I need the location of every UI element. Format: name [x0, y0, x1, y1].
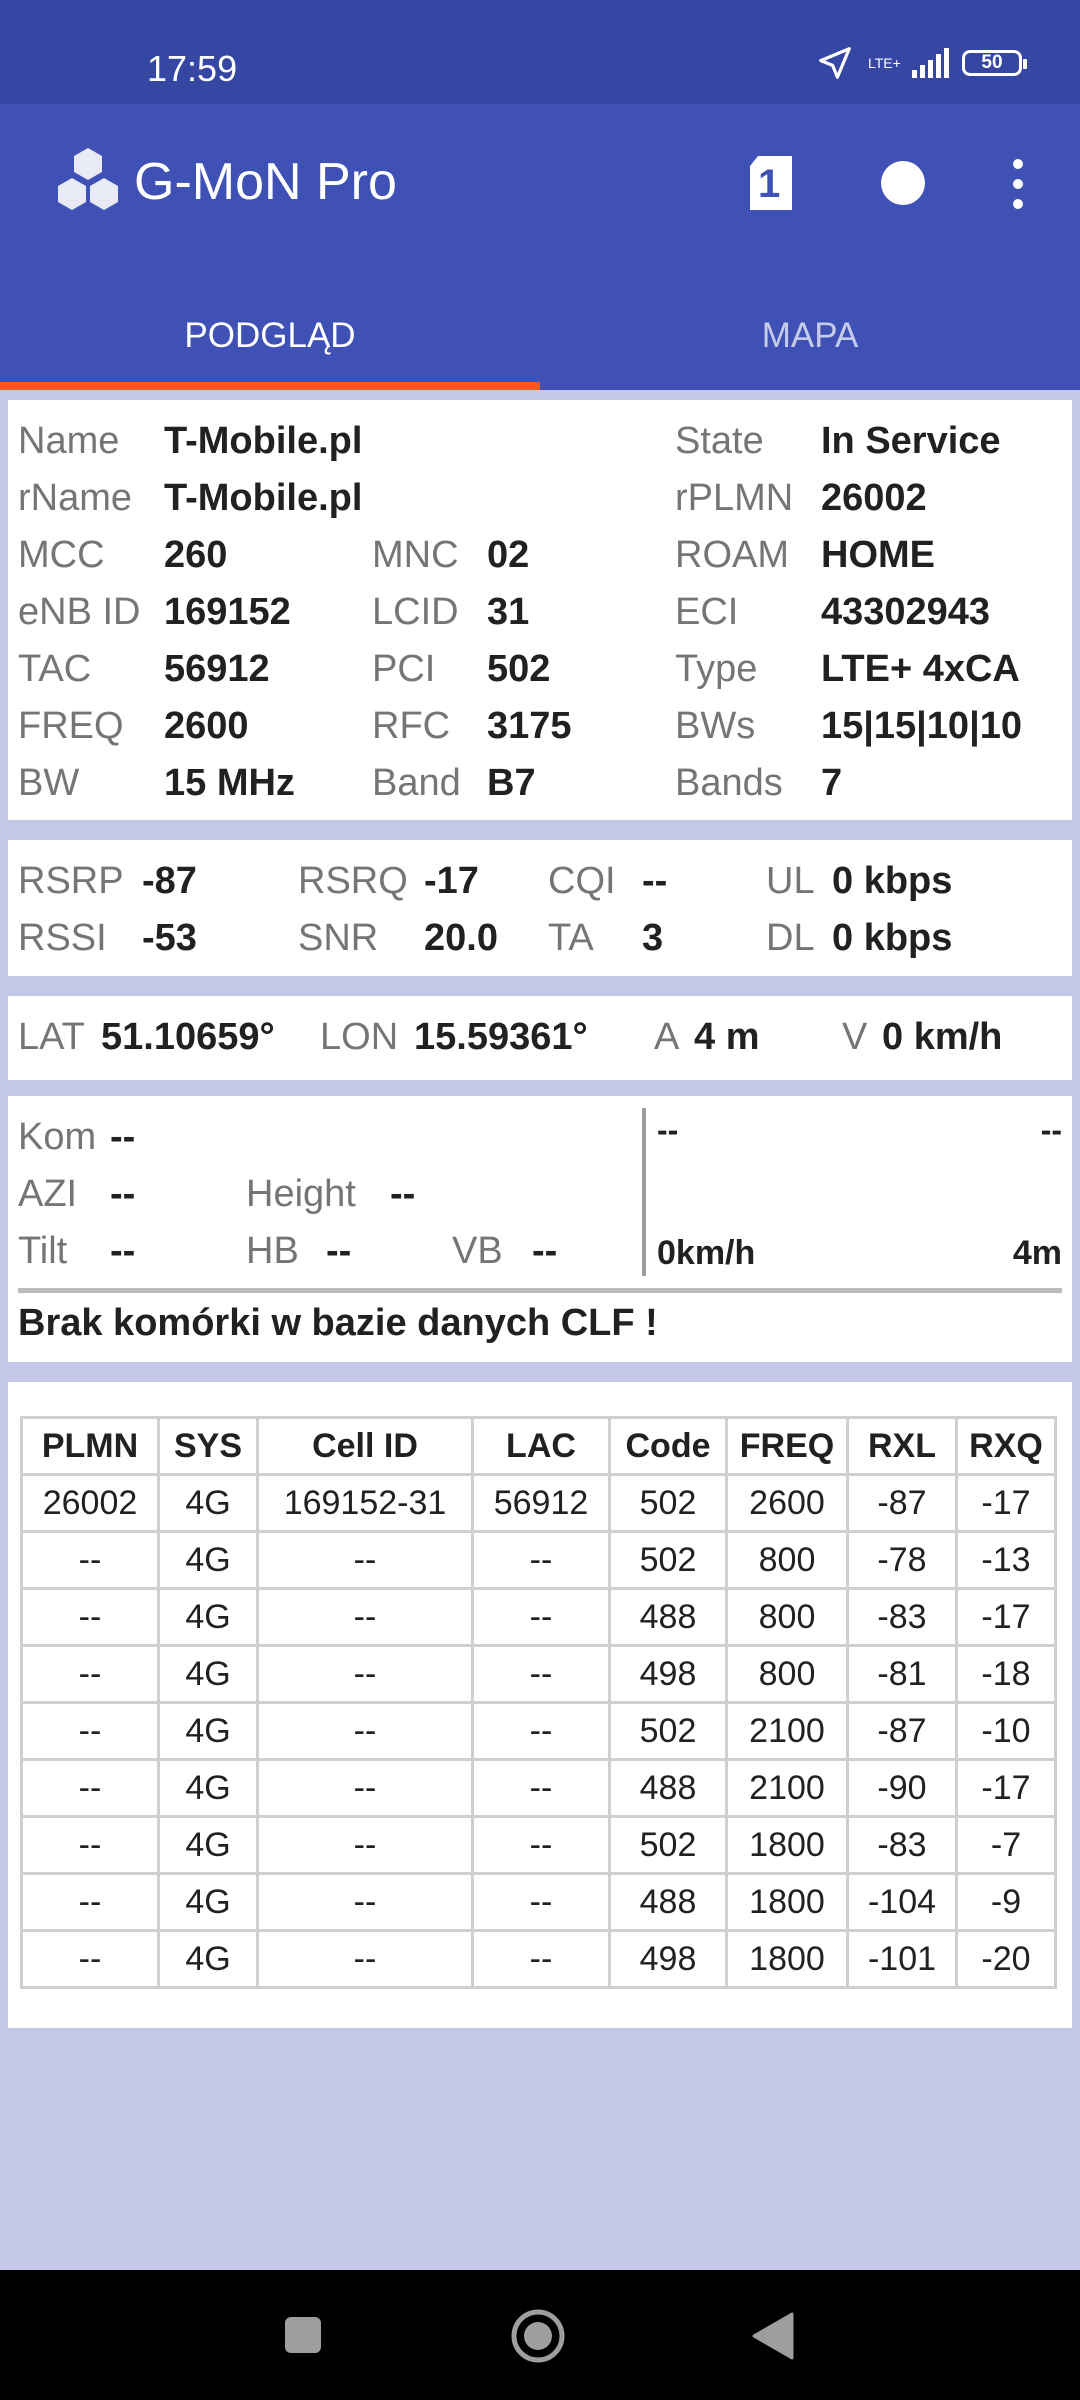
- table-cell: 498: [610, 1931, 727, 1988]
- mcc-label: MCC: [18, 534, 105, 576]
- table-cell: 488: [610, 1589, 727, 1646]
- table-cell: 502: [610, 1817, 727, 1874]
- table-cell: 4G: [159, 1532, 258, 1589]
- table-row: [22, 1703, 1056, 1760]
- table-cell: -83: [848, 1589, 957, 1646]
- type-label: Type: [675, 648, 758, 690]
- bw-value: 15 MHz: [164, 762, 295, 804]
- table-cell: --: [258, 1589, 473, 1646]
- pci-value: 502: [487, 648, 551, 690]
- table-cell: -83: [848, 1817, 957, 1874]
- rssi-value: -53: [142, 917, 197, 959]
- eci-label: ECI: [675, 591, 739, 633]
- table-cell: --: [22, 1760, 159, 1817]
- rfc-label: RFC: [372, 705, 451, 747]
- table-cell: 800: [727, 1589, 848, 1646]
- tab-podglad-label: PODGLĄD: [184, 316, 356, 355]
- roam-label: ROAM: [675, 534, 789, 576]
- freq-label: FREQ: [18, 705, 124, 747]
- lat-value: 51.10659°: [101, 1016, 275, 1058]
- table-cell: -78: [848, 1532, 957, 1589]
- col-code: Code: [610, 1418, 727, 1475]
- table-cell: -101: [848, 1931, 957, 1988]
- rfc-value: 3175: [487, 705, 572, 747]
- table-cell: -17: [957, 1760, 1056, 1817]
- table-cell: --: [22, 1931, 159, 1988]
- table-cell: -9: [957, 1874, 1056, 1931]
- table-cell: --: [258, 1817, 473, 1874]
- roam-value: HOME: [821, 534, 935, 576]
- col-plmn: PLMN: [22, 1418, 159, 1475]
- tac-value: 56912: [164, 648, 270, 690]
- table-cell: --: [473, 1931, 610, 1988]
- type-value: LTE+ 4xCA: [821, 648, 1020, 690]
- table-row: [22, 1817, 1056, 1874]
- table-cell: 488: [610, 1760, 727, 1817]
- table-cell: --: [473, 1589, 610, 1646]
- tac-label: TAC: [18, 648, 92, 690]
- table-cell: 2100: [727, 1703, 848, 1760]
- table-cell: --: [258, 1532, 473, 1589]
- table-cell: -20: [957, 1931, 1056, 1988]
- table-cell: 4G: [159, 1874, 258, 1931]
- compass-top-left: --: [657, 1112, 679, 1148]
- table-cell: 488: [610, 1874, 727, 1931]
- kom-label: Kom: [18, 1116, 97, 1158]
- signal-icon: [912, 48, 952, 78]
- table-cell: --: [473, 1646, 610, 1703]
- table-row: [22, 1874, 1056, 1931]
- cell-info-card: [8, 400, 1072, 820]
- table-cell: -17: [957, 1475, 1056, 1532]
- name-value: T-Mobile.pl: [164, 420, 363, 462]
- table-cell: --: [258, 1760, 473, 1817]
- ul-label: UL: [766, 860, 815, 902]
- dl-value: 0 kbps: [832, 917, 953, 959]
- location-card: [8, 996, 1072, 1080]
- speed-value: 0km/h: [657, 1234, 756, 1272]
- table-cell: -81: [848, 1646, 957, 1703]
- table-cell: -87: [848, 1475, 957, 1532]
- table-cell: --: [258, 1646, 473, 1703]
- table-cell: 800: [727, 1646, 848, 1703]
- neighbors-card: [8, 1382, 1072, 2028]
- band-value: B7: [487, 762, 536, 804]
- clf-message: Brak komórki w bazie danych CLF !: [18, 1302, 658, 1344]
- table-cell: --: [22, 1532, 159, 1589]
- app-title: G-MoN Pro: [134, 153, 397, 211]
- table-cell: 4G: [159, 1475, 258, 1532]
- sim-selector-button[interactable]: [746, 154, 796, 214]
- record-dot-icon: [880, 160, 926, 206]
- enb-value: 169152: [164, 591, 291, 633]
- table-cell: --: [22, 1817, 159, 1874]
- table-cell: 4G: [159, 1760, 258, 1817]
- neighbors-table-body: [22, 1475, 1056, 1988]
- tab-indicator: [0, 382, 540, 390]
- table-cell: 2100: [727, 1760, 848, 1817]
- table-row: [22, 1931, 1056, 1988]
- table-cell: --: [22, 1646, 159, 1703]
- app-logo-icon: [52, 146, 124, 214]
- table-cell: -104: [848, 1874, 957, 1931]
- table-row: [22, 1532, 1056, 1589]
- ta-label: TA: [548, 917, 594, 959]
- table-cell: --: [473, 1532, 610, 1589]
- col-cell-id: Cell ID: [258, 1418, 473, 1475]
- tab-podglad[interactable]: [0, 282, 540, 390]
- table-cell: --: [473, 1874, 610, 1931]
- mnc-value: 02: [487, 534, 530, 576]
- table-cell: -90: [848, 1760, 957, 1817]
- table-cell: --: [258, 1931, 473, 1988]
- table-cell: 502: [610, 1532, 727, 1589]
- table-cell: 4G: [159, 1817, 258, 1874]
- lon-label: LON: [320, 1016, 399, 1058]
- hb-value: --: [326, 1230, 352, 1272]
- rsrq-label: RSRQ: [298, 860, 408, 902]
- velocity-label: V: [842, 1016, 868, 1058]
- status-time: 17:59: [147, 48, 238, 89]
- name-label: Name: [18, 420, 120, 462]
- table-cell: 502: [610, 1703, 727, 1760]
- pci-label: PCI: [372, 648, 436, 690]
- site-divider-vertical: [642, 1108, 646, 1276]
- ul-value: 0 kbps: [832, 860, 953, 902]
- col-sys: SYS: [159, 1418, 258, 1475]
- height-value: --: [390, 1173, 416, 1215]
- table-cell: --: [258, 1874, 473, 1931]
- lcid-value: 31: [487, 591, 530, 633]
- table-row: [22, 1589, 1056, 1646]
- location-arrow-icon: [816, 44, 854, 82]
- table-cell: -7: [957, 1817, 1056, 1874]
- system-nav-bar: [0, 2270, 1080, 2400]
- col-rxq: RXQ: [957, 1418, 1056, 1475]
- table-cell: 502: [610, 1475, 727, 1532]
- sim-number: 1: [758, 162, 781, 206]
- col-rxl: RXL: [848, 1418, 957, 1475]
- table-cell: 2600: [727, 1475, 848, 1532]
- band-label: Band: [372, 762, 461, 804]
- velocity-value: 0 km/h: [882, 1016, 1003, 1058]
- table-cell: 4G: [159, 1931, 258, 1988]
- table-cell: --: [473, 1817, 610, 1874]
- table-cell: 498: [610, 1646, 727, 1703]
- lon-value: 15.59361°: [414, 1016, 588, 1058]
- table-cell: 169152-31: [258, 1475, 473, 1532]
- battery-level: 50: [981, 52, 1003, 73]
- app-bar: [0, 104, 1080, 390]
- eci-value: 43302943: [821, 591, 991, 633]
- table-cell: --: [22, 1589, 159, 1646]
- table-cell: -13: [957, 1532, 1056, 1589]
- table-cell: 800: [727, 1532, 848, 1589]
- state-value: In Service: [821, 420, 1001, 462]
- vb-label: VB: [452, 1230, 503, 1272]
- cqi-value: --: [642, 860, 668, 902]
- status-bar: [0, 0, 1080, 104]
- table-row: [22, 1646, 1056, 1703]
- rname-label: rName: [18, 477, 133, 519]
- network-type: LTE+: [868, 55, 901, 71]
- table-cell: --: [22, 1703, 159, 1760]
- enb-label: eNB ID: [18, 591, 141, 633]
- distance-value: 4m: [1012, 1234, 1062, 1272]
- rssi-label: RSSI: [18, 917, 107, 959]
- cqi-label: CQI: [548, 860, 616, 902]
- home-circle-icon: [510, 2308, 566, 2364]
- vb-value: --: [532, 1230, 558, 1272]
- table-cell: -10: [957, 1703, 1056, 1760]
- lat-label: LAT: [18, 1016, 85, 1058]
- table-row: [22, 1475, 1056, 1532]
- tab-bar: [0, 282, 1080, 390]
- recents-button[interactable]: [283, 2315, 323, 2355]
- table-cell: 4G: [159, 1703, 258, 1760]
- table-cell: -87: [848, 1703, 957, 1760]
- bw-label: BW: [18, 762, 80, 804]
- bands-label: Bands: [675, 762, 783, 804]
- table-cell: 4G: [159, 1589, 258, 1646]
- table-cell: -18: [957, 1646, 1056, 1703]
- table-cell: 1800: [727, 1874, 848, 1931]
- overflow-menu-button[interactable]: [1006, 156, 1030, 212]
- rname-value: T-Mobile.pl: [164, 477, 363, 519]
- signal-card: [8, 840, 1072, 976]
- state-label: State: [675, 420, 764, 462]
- azi-value: --: [110, 1173, 136, 1215]
- rplmn-value: 26002: [821, 477, 927, 519]
- azi-label: AZI: [18, 1173, 78, 1215]
- col-lac: LAC: [473, 1418, 610, 1475]
- mnc-label: MNC: [372, 534, 459, 576]
- tab-mapa-label: MAPA: [761, 316, 859, 355]
- table-cell: --: [473, 1703, 610, 1760]
- accuracy-value: 4 m: [694, 1016, 760, 1058]
- ta-value: 3: [642, 917, 664, 959]
- height-label: Height: [246, 1173, 356, 1215]
- tilt-label: Tilt: [18, 1230, 68, 1272]
- freq-value: 2600: [164, 705, 249, 747]
- battery-icon: [962, 50, 1022, 76]
- table-cell: 1800: [727, 1817, 848, 1874]
- record-button[interactable]: [880, 160, 926, 206]
- recents-square-icon: [283, 2315, 323, 2355]
- bws-value: 15|15|10|10: [821, 705, 1022, 747]
- table-cell: 4G: [159, 1646, 258, 1703]
- table-cell: --: [473, 1760, 610, 1817]
- table-cell: 26002: [22, 1475, 159, 1532]
- neighbors-table: [20, 1416, 1057, 1989]
- compass-top-right: --: [1040, 1112, 1062, 1148]
- tab-mapa[interactable]: [540, 282, 1080, 390]
- rplmn-label: rPLMN: [675, 477, 794, 519]
- back-triangle-icon: [752, 2312, 796, 2360]
- lcid-label: LCID: [372, 591, 459, 633]
- kom-value: --: [110, 1116, 136, 1158]
- mcc-value: 260: [164, 534, 228, 576]
- home-button[interactable]: [510, 2308, 566, 2364]
- table-header-row: [22, 1418, 1056, 1475]
- dl-label: DL: [766, 917, 815, 959]
- rsrp-label: RSRP: [18, 860, 124, 902]
- table-cell: 1800: [727, 1931, 848, 1988]
- status-icons: [816, 44, 1022, 82]
- table-cell: 56912: [473, 1475, 610, 1532]
- rsrp-value: -87: [142, 860, 197, 902]
- tilt-value: --: [110, 1230, 136, 1272]
- site-divider-horizontal: [18, 1288, 1062, 1293]
- table-row: [22, 1760, 1056, 1817]
- col-freq: FREQ: [727, 1418, 848, 1475]
- accuracy-label: A: [654, 1016, 680, 1058]
- table-cell: -17: [957, 1589, 1056, 1646]
- bands-value: 7: [821, 762, 843, 804]
- table-cell: --: [258, 1703, 473, 1760]
- back-button[interactable]: [752, 2312, 796, 2360]
- rsrq-value: -17: [424, 860, 479, 902]
- hb-label: HB: [246, 1230, 299, 1272]
- more-vert-icon: [1006, 156, 1030, 212]
- site-card: [8, 1096, 1072, 1362]
- table-cell: --: [22, 1874, 159, 1931]
- bws-label: BWs: [675, 705, 756, 747]
- snr-value: 20.0: [424, 917, 498, 959]
- snr-label: SNR: [298, 917, 379, 959]
